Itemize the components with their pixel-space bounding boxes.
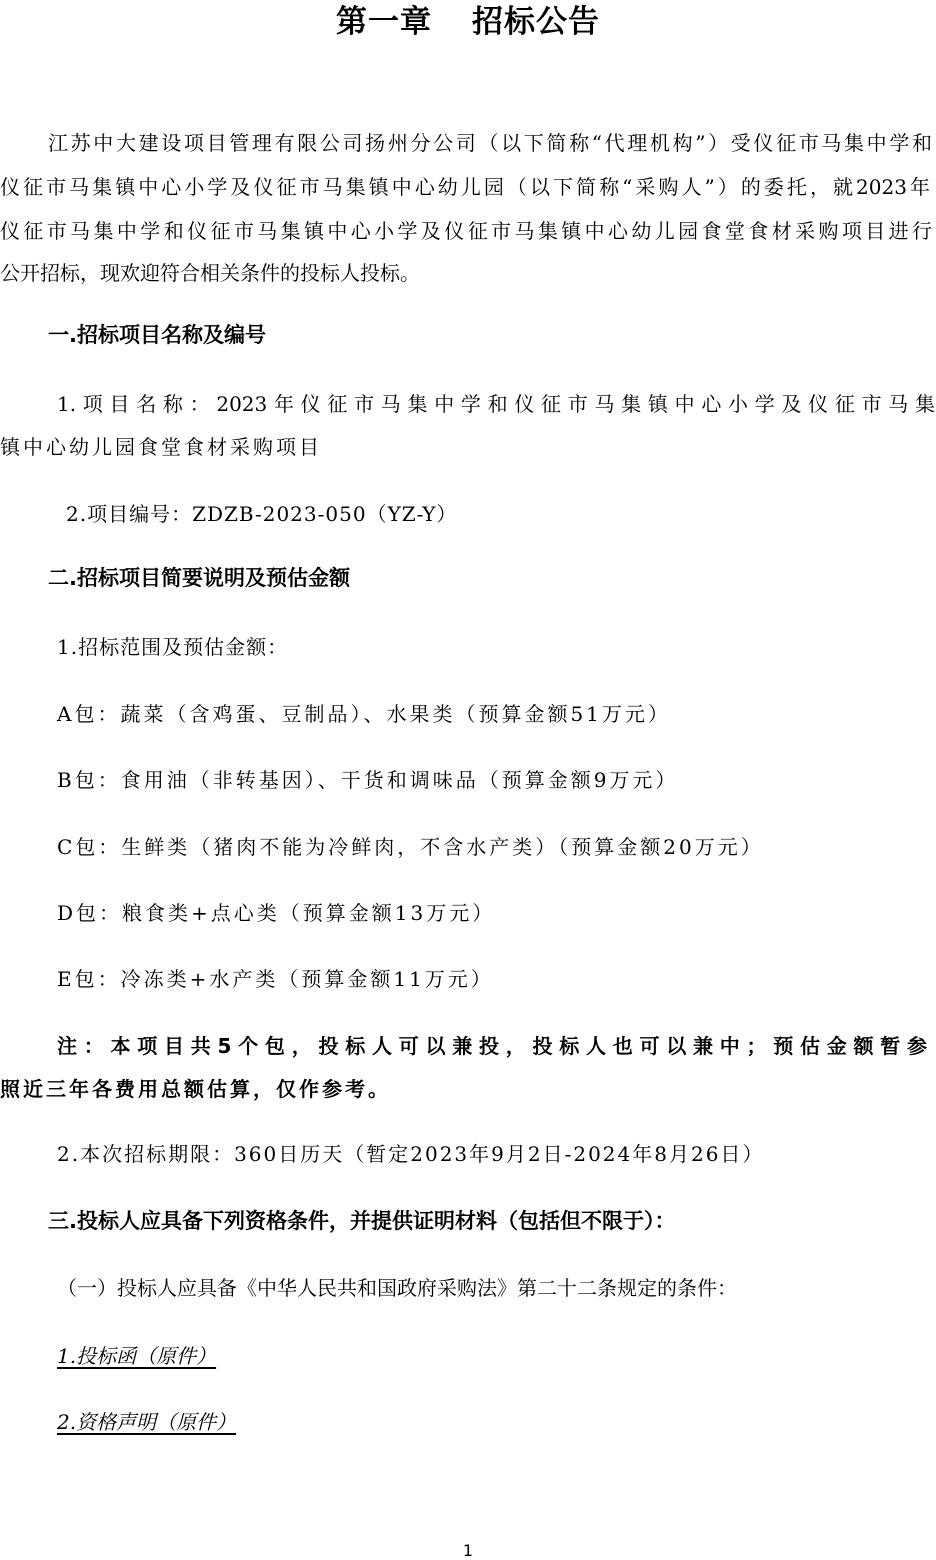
section1-heading: 一.招标项目名称及编号 xyxy=(48,323,266,347)
intro-line-1: 江苏中大建设项目管理有限公司扬州分公司（以下简称“代理机构”）受仪征市马集中学和 xyxy=(48,131,932,155)
package-d: D包：粮食类+点心类（预算金额13万元） xyxy=(57,901,496,925)
package-c: C包：生鲜类（猪肉不能为冷鲜肉，不含水产类）（预算金额20万元） xyxy=(57,835,764,859)
chapter-title: 招标公告 xyxy=(472,4,600,40)
page-title xyxy=(0,2,936,42)
note-line-1: 注：本项目共5个包，投标人可以兼投，投标人也可以兼中；预估金额暂参 xyxy=(57,1034,927,1058)
package-e: E包：冷冻类+水产类（预算金额11万元） xyxy=(57,967,494,991)
intro-line-4: 公开招标，现欢迎符合相关条件的投标人投标。 xyxy=(0,261,420,285)
chapter-label: 第一章 xyxy=(336,4,432,40)
section3-heading: 三.投标人应具备下列资格条件，并提供证明材料（包括但不限于）： xyxy=(48,1209,676,1233)
item-qualification-statement: 2.资格声明（原件） xyxy=(57,1410,237,1434)
project-number: 2.项目编号：ZDZB-2023-050（YZ-Y） xyxy=(66,502,458,526)
project-name-line-2: 镇中心幼儿园食堂食材采购项目 xyxy=(0,435,322,459)
package-b: B包：食用油（非转基因）、干货和调味品（预算金额9万元） xyxy=(57,768,679,792)
intro-line-2: 仪征市马集镇中心小学及仪征市马集镇中心幼儿园（以下简称“采购人”）的委托，就2023年 xyxy=(0,175,930,199)
project-name-line-1: 1.项目名称：2023年仪征市马集中学和仪征市马集镇中心小学及仪征市马集 xyxy=(57,392,935,416)
intro-line-3: 仪征市马集中学和仪征市马集镇中心小学及仪征市马集镇中心幼儿园食堂食材采购项目进行 xyxy=(0,219,932,243)
scope-label: 1.招标范围及预估金额： xyxy=(57,635,289,659)
qualification-sub-1: （一）投标人应具备《中华人民共和国政府采购法》第二十二条规定的条件： xyxy=(57,1276,737,1300)
item-bid-letter: 1.投标函（原件） xyxy=(57,1344,217,1368)
note-line-2: 照近三年各费用总额估算，仅作参考。 xyxy=(0,1077,391,1101)
tender-period: 2.本次招标期限：360日历天（暂定2023年9月2日-2024年8月26日） xyxy=(57,1142,765,1166)
section2-heading: 二.招标项目简要说明及预估金额 xyxy=(48,566,350,590)
page-number: 1 xyxy=(462,1541,474,1560)
package-a: A包：蔬菜（含鸡蛋、豆制品）、水果类（预算金额51万元） xyxy=(57,702,671,726)
